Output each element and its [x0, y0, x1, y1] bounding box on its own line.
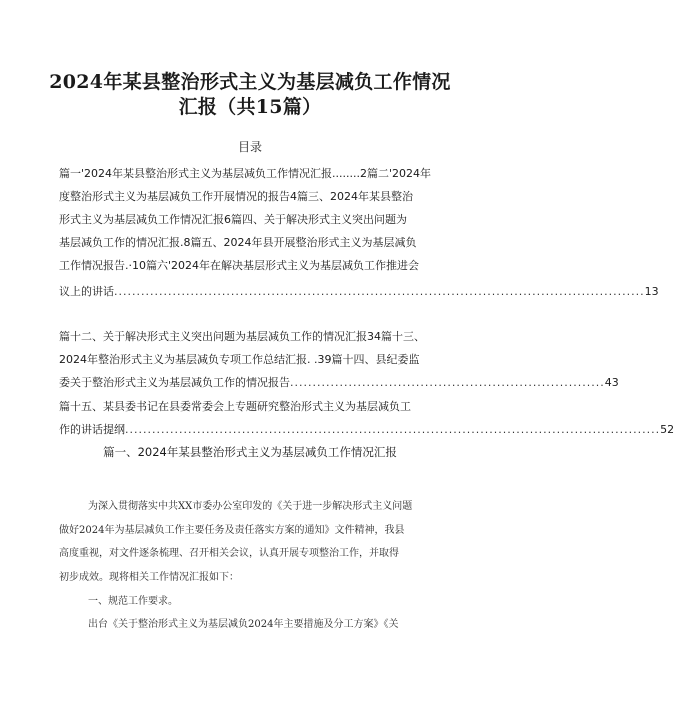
toc-page-number: 52 — [660, 423, 674, 436]
toc-line: 篇十五、某县委书记在县委常委会上专题研究整治形式主义为基层减负工 — [59, 400, 411, 413]
body-paragraph-line: 做好2024年为基层减负工作主要任务及责任落实方案的通知》文件精神，我县 — [59, 525, 405, 536]
toc-line: 篇十二、关于解决形式主义突出问题为基层减负工作的情况汇报34篇十三、 — [59, 330, 425, 343]
toc-heading: 目录 — [237, 140, 262, 154]
toc-line: 形式主义为基层减负工作情况汇报6篇四、关于解决形式主义突出问题为 — [59, 213, 407, 226]
document-title-line-2: 汇报（共15篇） — [178, 96, 322, 118]
toc-entry-text: 委关于整治形式主义为基层减负工作的情况报告 — [59, 376, 290, 389]
toc-dot-leader: ...................................................................... — [290, 376, 605, 389]
toc-entry-text: 议上的讲话 — [59, 285, 114, 298]
toc-line: 基层减负工作的情况汇报.8篇五、2024年县开展整治形式主义为基层减负 — [59, 236, 417, 249]
toc-dot-leader: ...................................................................................................................... — [114, 285, 645, 298]
section-heading: 篇一、2024年某县整治形式主义为基层减负工作情况汇报 — [103, 445, 397, 459]
toc-dot-leader: ....................................................................................................................... — [125, 423, 661, 436]
toc-page-number: 13 — [644, 285, 659, 298]
toc-line: 工作情况报告.·10篇六'2024年在解决基层形式主义为基层减负工作推进会 — [59, 259, 420, 272]
body-paragraph-line: 高度重视，对文件逐条梳理、召开相关会议，认真开展专项整治工作，并取得 — [59, 548, 399, 559]
toc-line: 度整治形式主义为基层减负工作开展情况的报告4篇三、2024年某县整治 — [59, 190, 413, 203]
toc-entry-text: 作的讲话提纲 — [59, 423, 125, 436]
body-paragraph-line: 出台《关于整治形式主义为基层减负2024年主要措施及分工方案》《关 — [88, 619, 399, 630]
body-paragraph-line: 一、规范工作要求。 — [88, 596, 178, 607]
toc-line: 篇一'2024年某县整治形式主义为基层减负工作情况汇报........2篇二'2024年 — [59, 167, 432, 180]
toc-entry-leader — [59, 423, 674, 437]
body-paragraph-line: 初步成效。现将相关工作情况汇报如下： — [59, 572, 239, 583]
toc-line: 2024年整治形式主义为基层减负专项工作总结汇报. .39篇十四、县纪委监 — [59, 353, 420, 366]
body-paragraph-line: 为深入贯彻落实中共XX市委办公室印发的《关于进一步解决形式主义问题 — [88, 501, 413, 512]
toc-page-number: 43 — [604, 376, 619, 389]
toc-entry-leader — [59, 376, 619, 390]
toc-entry-leader — [59, 285, 659, 299]
document-title-line-1: 2024年某县整治形式主义为基层减负工作情况 — [49, 71, 451, 93]
